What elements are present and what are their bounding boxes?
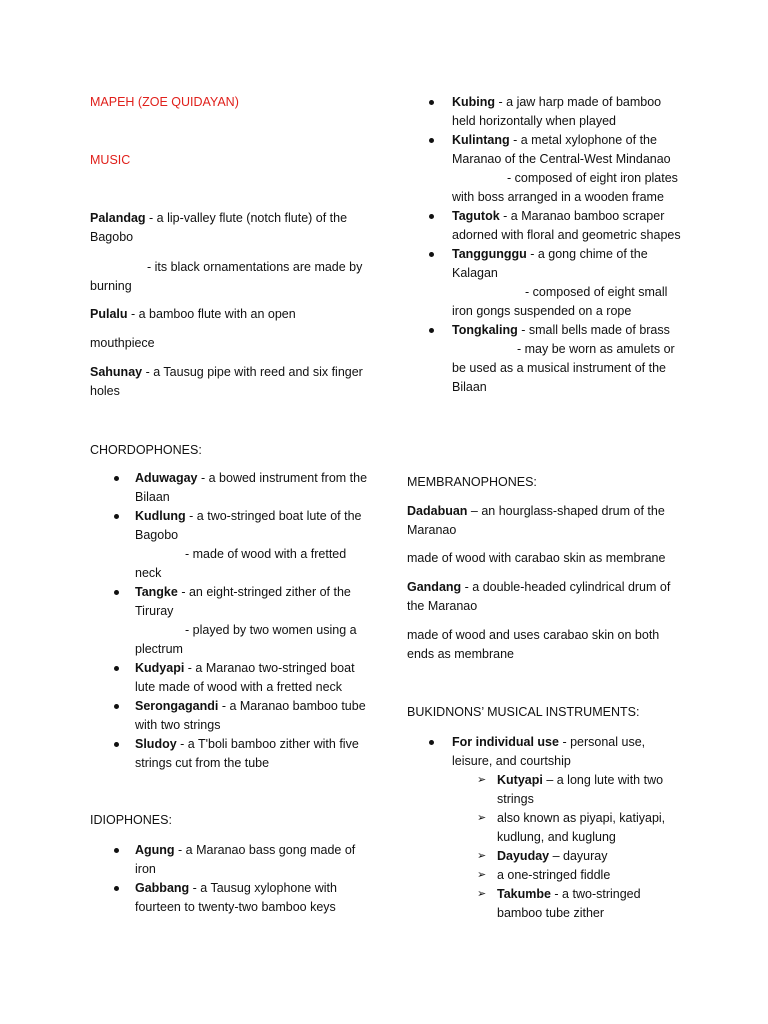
list-item bbox=[90, 735, 370, 773]
idiophones-heading: IDIOPHONES: bbox=[90, 813, 172, 827]
note: - may be worn as amulets or be used as a musical instrument of the Bilaan bbox=[452, 342, 675, 394]
term: Kudlung bbox=[135, 509, 186, 523]
desc: - a double-headed cylindrical drum of the Maranao bbox=[407, 580, 671, 613]
desc: - a two-stringed bamboo tube zither bbox=[497, 887, 641, 920]
heading-colon: : bbox=[635, 705, 640, 719]
term: Sludoy bbox=[135, 737, 177, 751]
idiophones-list bbox=[90, 841, 370, 917]
term: Agung bbox=[135, 843, 175, 857]
desc: - a Maranao two-stringed boat lute made of wood with a fretted neck bbox=[135, 661, 355, 694]
palandag-entry bbox=[90, 209, 370, 247]
term: Sahunay bbox=[90, 365, 143, 379]
term: Palandag bbox=[90, 211, 146, 225]
sub-item bbox=[407, 885, 682, 923]
term: Serongagandi bbox=[135, 699, 219, 713]
list-item bbox=[90, 659, 370, 697]
desc: – dayuray bbox=[549, 849, 608, 863]
desc: also known as piyapi, katiyapi, kudlung, and kuglung bbox=[497, 811, 666, 844]
term: Tangke bbox=[135, 585, 178, 599]
term: Kudyapi bbox=[135, 661, 185, 675]
term: Dayuday bbox=[497, 849, 550, 863]
bukidnon-list bbox=[407, 733, 682, 923]
note: - composed of eight iron plates with boss arranged in a wooden frame bbox=[452, 171, 678, 204]
term: Kutyapi bbox=[497, 773, 543, 787]
term: Dadabuan bbox=[407, 504, 468, 518]
sub-item bbox=[407, 866, 682, 885]
list-item bbox=[407, 733, 682, 771]
pulalu-cont: mouthpiece bbox=[90, 336, 155, 350]
term: For individual use bbox=[452, 735, 559, 749]
pulalu-entry bbox=[90, 305, 370, 324]
sub-item bbox=[407, 847, 682, 866]
desc: - a Maranao bamboo scraper adorned with floral and geometric shapes bbox=[452, 209, 681, 242]
term: Tagutok bbox=[452, 209, 500, 223]
arrow-bullet-icon: ➢ bbox=[477, 850, 487, 862]
desc: - a lip-valley flute (notch flute) of the Bagobo bbox=[90, 211, 348, 244]
list-item bbox=[90, 697, 370, 735]
list-item bbox=[90, 841, 370, 879]
term: Kubing bbox=[452, 95, 496, 109]
desc: - a Tausug pipe with reed and six finger holes bbox=[90, 365, 363, 398]
palandag-note: - its black ornamentations are made by burning bbox=[90, 260, 363, 293]
desc: - a gong chime of the Kalagan bbox=[452, 247, 648, 280]
list-item bbox=[90, 469, 370, 507]
term: Gandang bbox=[407, 580, 462, 594]
desc: - a bowed instrument from the Bilaan bbox=[135, 471, 368, 504]
music-heading: MUSIC bbox=[90, 153, 131, 167]
desc: - a two-stringed boat lute of the Bagobo bbox=[135, 509, 362, 542]
note: - composed of eight small iron gongs suspended on a rope bbox=[452, 285, 668, 318]
membranophones-heading: MEMBRANOPHONES: bbox=[407, 475, 537, 489]
arrow-bullet-icon: ➢ bbox=[477, 774, 487, 786]
arrow-bullet-icon: ➢ bbox=[477, 888, 487, 900]
note: - played by two women using a plectrum bbox=[135, 623, 357, 656]
list-item bbox=[407, 207, 682, 245]
term: Tongkaling bbox=[452, 323, 518, 337]
idiophones-continued-list bbox=[407, 93, 682, 397]
arrow-bullet-icon: ➢ bbox=[477, 812, 487, 824]
sub-item bbox=[407, 809, 682, 847]
desc: - small bells made of brass bbox=[517, 323, 670, 337]
dadabuan-entry bbox=[407, 502, 682, 540]
list-item bbox=[407, 131, 682, 207]
desc: a one-stringed fiddle bbox=[497, 868, 611, 882]
desc: - a Maranao bamboo tube with two strings bbox=[135, 699, 366, 732]
document-title: MAPEH (ZOE QUIDAYAN) bbox=[90, 95, 239, 109]
term: Takumbe bbox=[497, 887, 551, 901]
sub-item bbox=[407, 771, 682, 809]
list-item bbox=[90, 879, 370, 917]
term: Pulalu bbox=[90, 307, 128, 321]
desc: - a Tausug xylophone with fourteen to twenty-two bamboo keys bbox=[135, 881, 337, 914]
desc: - a jaw harp made of bamboo held horizontally when played bbox=[452, 95, 662, 128]
term: Kulintang bbox=[452, 133, 510, 147]
term: Gabbang bbox=[135, 881, 190, 895]
chordophones-list bbox=[90, 469, 370, 773]
gandang-entry bbox=[407, 578, 682, 616]
term: Aduwagay bbox=[135, 471, 198, 485]
list-item bbox=[407, 321, 682, 397]
desc: - a metal xylophone of the Maranao of the Central-West Mindanao bbox=[452, 133, 671, 166]
chordophones-heading: CHORDOPHONES: bbox=[90, 443, 202, 457]
term: Tanggunggu bbox=[452, 247, 527, 261]
desc: – a long lute with two strings bbox=[497, 773, 664, 806]
sahunay-entry bbox=[90, 363, 370, 401]
desc: - a Maranao bass gong made of iron bbox=[135, 843, 356, 876]
list-item bbox=[90, 583, 370, 659]
dadabuan-note: made of wood with carabao skin as membrane bbox=[407, 551, 666, 565]
note: - made of wood with a fretted neck bbox=[135, 547, 347, 580]
desc: - a T'boli bamboo zither with five strings cut from the tube bbox=[135, 737, 359, 770]
list-item bbox=[407, 93, 682, 131]
bukidnon-heading bbox=[407, 703, 682, 722]
desc: - a bamboo flute with an open bbox=[127, 307, 296, 321]
gandang-note: made of wood and uses carabao skin on both ends as membrane bbox=[407, 628, 660, 661]
list-item bbox=[407, 245, 682, 321]
desc: - personal use, leisure, and courtship bbox=[452, 735, 646, 768]
desc: – an hourglass-shaped drum of the Maranao bbox=[407, 504, 665, 537]
list-item bbox=[90, 507, 370, 583]
heading-text: BUKIDNONS’ MUSICAL INSTRUMENTS bbox=[407, 705, 636, 719]
arrow-bullet-icon: ➢ bbox=[477, 869, 487, 881]
desc: - an eight-stringed zither of the Tiruray bbox=[135, 585, 351, 618]
